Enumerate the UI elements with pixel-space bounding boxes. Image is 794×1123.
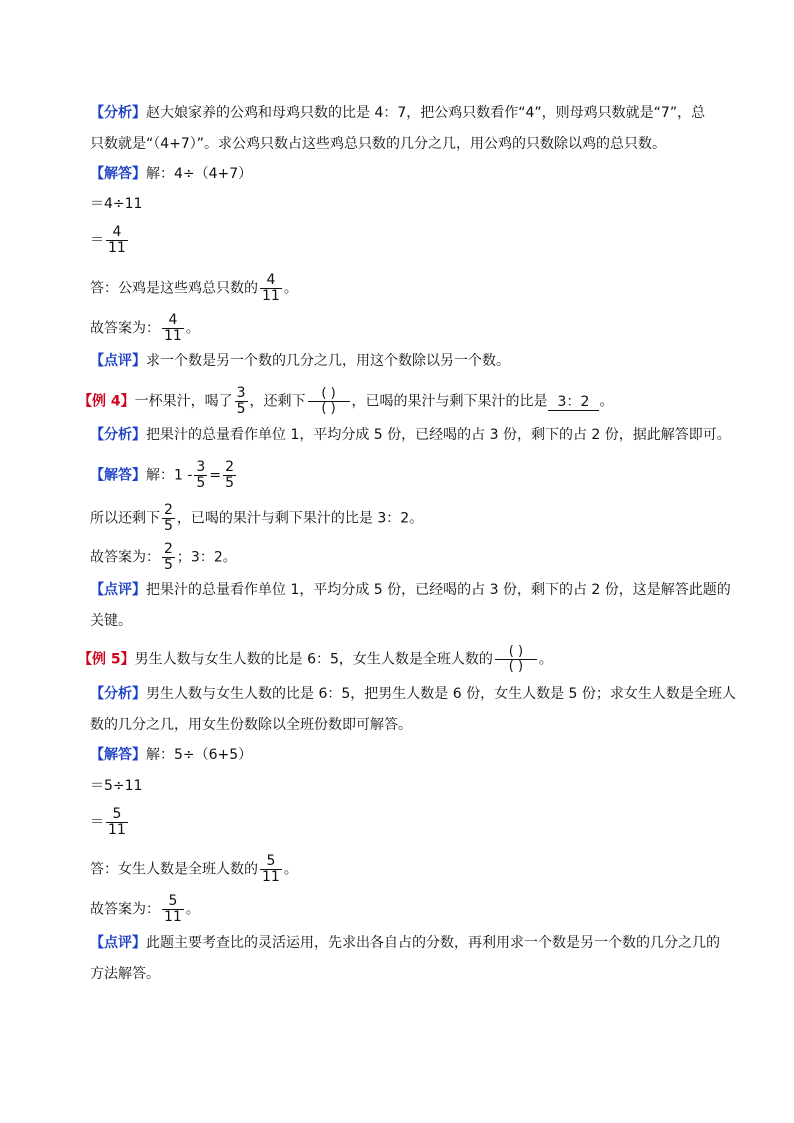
fraction: $\frac{4}{11}$ <box>108 224 126 256</box>
fraction: $\frac{2}{5}$ <box>225 459 234 491</box>
reply-line: 答：公鸡是这些鸡总只数的 $\frac{4}{11}$ 。 <box>90 272 298 304</box>
fraction: $\frac{2}{5}$ <box>164 502 173 534</box>
example-4-solution: 【解答】解：1 - $\frac{3}{5}$ = $\frac{2}{5}$ <box>90 459 234 491</box>
fraction: $\frac{3}{5}$ <box>196 459 206 491</box>
analysis-tag: 【分析】 <box>90 105 146 121</box>
example-5-comment-2: 方法解答。 <box>90 966 160 982</box>
example-5-question: 【例 5】男生人数与女生人数的比是 6：5，女生人数是全班人数的 ( ) ( ) 。 <box>78 644 553 674</box>
fraction: $\frac{5}{11}$ <box>108 806 126 838</box>
answer-line-1: 【解答】解：4÷（4+7） <box>90 166 253 182</box>
analysis-line-1: 【分析】赵大娘家养的公鸡和母鸡只数的比是 4：7，把公鸡只数看作“4”，则母鸡只数就是“7”，总 <box>90 105 706 121</box>
fraction: $\frac{4}{11}$ <box>262 272 280 304</box>
answer-line-2: ＝4÷11 <box>90 196 143 212</box>
fraction: $\frac{4}{11}$ <box>164 312 182 344</box>
fraction: $\frac{5}{11}$ <box>262 853 280 885</box>
comment-tag: 【点评】 <box>90 353 146 369</box>
underlined-answer: 3：2 <box>548 394 600 411</box>
fraction: $\frac{2}{5}$ <box>164 541 173 573</box>
example-4-tag: 【例 4】 <box>78 393 135 410</box>
example-5-final-answer: 故答案为： $\frac{5}{11}$ 。 <box>90 893 200 925</box>
example-5-solution-2: ＝5÷11 <box>90 778 143 794</box>
fraction: $\frac{5}{11}$ <box>164 893 182 925</box>
example-4-question: 【例 4】一杯果汁，喝了 $\frac{3}{5}$ ，还剩下 ( ) ( ) ，已喝的果汁与剩下果汁的比是 3：2 。 <box>78 385 614 417</box>
final-answer-line: 故答案为： $\frac{4}{11}$ 。 <box>90 312 200 344</box>
example-5-analysis-2: 数的几分之几，用女生份数除以全班份数即可解答。 <box>90 717 412 733</box>
example-5-reply: 答：女生人数是全班人数的 $\frac{5}{11}$ 。 <box>90 853 298 885</box>
example-5-comment-1: 【点评】此题主要考查比的灵活运用，先求出各自占的分数，再利用求一个数是另一个数的几分之几的 <box>90 935 720 951</box>
example-4-analysis: 【分析】把果汁的总量看作单位 1，平均分成 5 份，已经喝的占 3 份，剩下的占 2 份，据此解答即可。 <box>90 427 731 443</box>
example-5-solution-3: ＝ $\frac{5}{11}$ <box>90 806 126 838</box>
answer-tag: 【解答】 <box>90 166 146 182</box>
comment-line: 【点评】求一个数是另一个数的几分之几，用这个数除以另一个数。 <box>90 353 510 369</box>
fill-blank-fraction[interactable]: ( ) ( ) <box>495 645 537 674</box>
example-5-tag: 【例 5】 <box>78 651 135 668</box>
example-4-final-answer: 故答案为： $\frac{2}{5}$ ；3：2。 <box>90 541 237 573</box>
example-5-solution-1: 【解答】解：5÷（6+5） <box>90 747 253 763</box>
example-5-analysis-1: 【分析】男生人数与女生人数的比是 6：5，把男生人数是 6 份，女生人数是 5 份；求女生人数是全班人 <box>90 686 736 702</box>
example-4-comment-1: 【点评】把果汁的总量看作单位 1，平均分成 5 份，已经喝的占 3 份，剩下的占 2 份，这是解答此题的 <box>90 582 731 598</box>
answer-line-3: ＝ $\frac{4}{11}$ <box>90 224 126 256</box>
example-4-so-line: 所以还剩下 $\frac{2}{5}$ ，已喝的果汁与剩下果汁的比是 3：2。 <box>90 502 424 534</box>
analysis-line-2: 只数就是“（4+7）”。求公鸡只数占这些鸡总只数的几分之几，用公鸡的只数除以鸡的总只数。 <box>90 136 667 152</box>
example-4-comment-2: 关键。 <box>90 613 132 629</box>
fill-blank-fraction[interactable]: ( ) ( ) <box>308 387 350 416</box>
fraction: $\frac{3}{5}$ <box>236 385 246 417</box>
